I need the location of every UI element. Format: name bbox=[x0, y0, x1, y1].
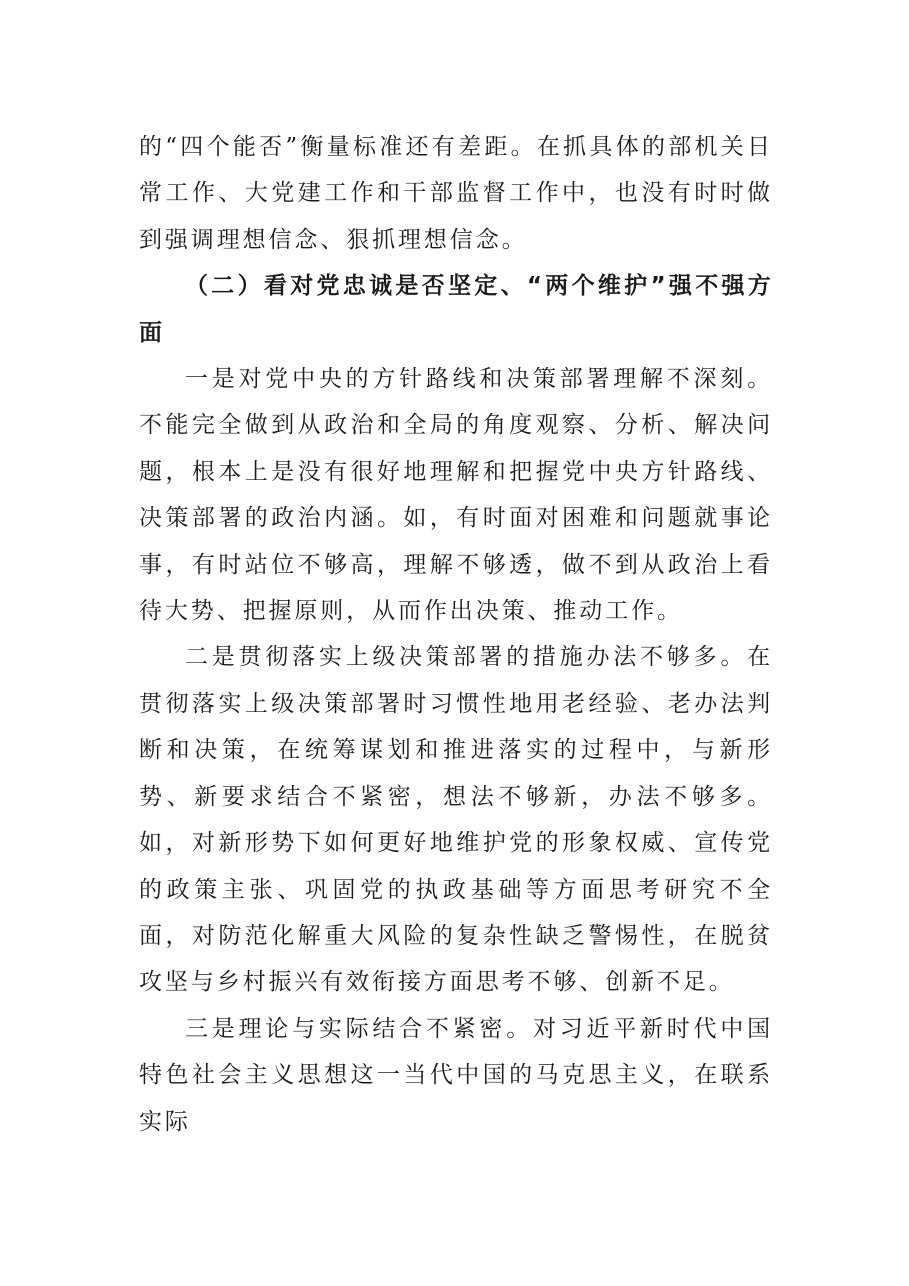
document-body bbox=[139, 124, 773, 1145]
paragraph-point-two: 二是贯彻落实上级决策部署的措施办法不够多。在贯彻落实上级决策部署时习惯性地用老经验、老办法判断和决策，在统筹谋划和推进落实的过程中，与新形势、新要求结合不紧密，想法不够新，办法不够多。如，对新形势下如何更好地维护党的形象权威、宣传党的政策主张、巩固党的执政基础等方面思考研究不全面，对防范化解重大风险的复杂性缺乏警惕性，在脱贫攻坚与乡村振兴有效衔接方面思考不够、创新不足。 bbox=[139, 644, 773, 996]
section-heading: （二）看对党忠诚是否坚定、“两个维护”强不强方面 bbox=[139, 273, 773, 346]
paragraph-point-one: 一是对党中央的方针路线和决策部署理解不深刻。不能完全做到从政治和全局的角度观察、分析、解决问题，根本上是没有很好地理解和把握党中央方针路线、决策部署的政治内涵。如，有时面对困难和问题就事论事，有时站位不够高，理解不够透，做不到从政治上看待大势、把握原则，从而作出决策、推动工作。 bbox=[139, 366, 773, 625]
paragraph-continuation: 的“四个能否”衡量标准还有差距。在抓具体的部机关日常工作、大党建工作和干部监督工作中，也没有时时做到强调理想信念、狠抓理想信念。 bbox=[139, 134, 773, 253]
paragraph-point-three: 三是理论与实际结合不紧密。对习近平新时代中国特色社会主义思想这一当代中国的马克思主义，在联系实际 bbox=[139, 1015, 773, 1135]
